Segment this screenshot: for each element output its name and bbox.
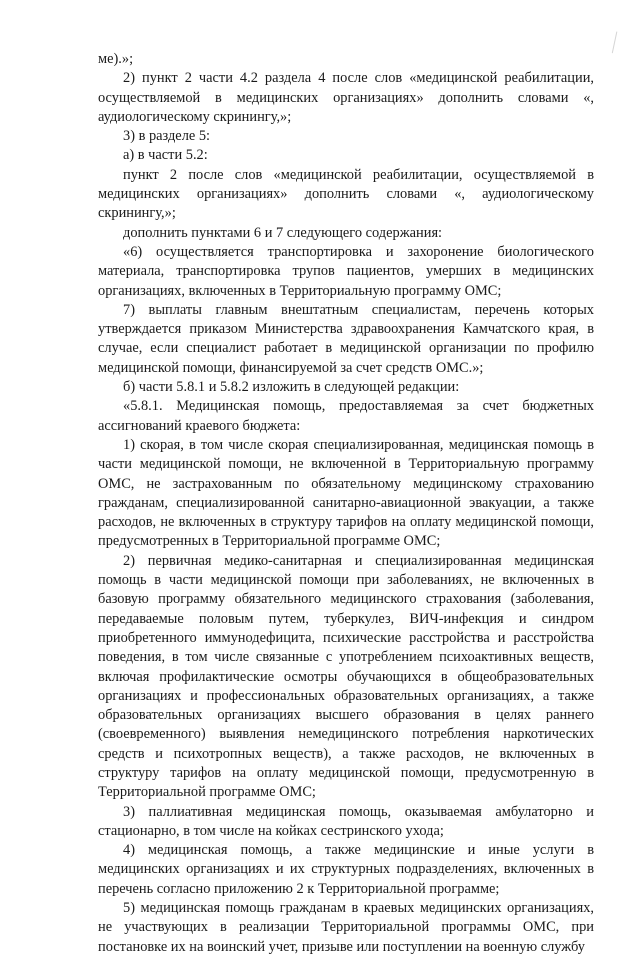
paragraph-subitem-b: б) части 5.8.1 и 5.8.2 изложить в следующей редакции: — [123, 379, 460, 396]
document-body — [98, 50, 594, 957]
paragraph-add-points: дополнить пунктами 6 и 7 следующего содержания: — [123, 224, 443, 241]
paragraph-list-item-3: 3) паллиативная медицинская помощь, оказываемая амбулаторно и стационарно, в том числе на койках сестринского ухода; — [98, 803, 594, 839]
paragraph-list-item-4: 4) медицинская помощь, а также медицинские и иные услуги в медицинских организациях и их структурных подразделениях, включенных в перечень согласно приложению 2 к Территориальной программе; — [98, 842, 594, 897]
paragraph-subitem-a: а) в части 5.2: — [123, 147, 208, 164]
paragraph-point-7: 7) выплаты главным внештатным специалистам, перечень которых утверждается приказом Министерства здравоохранения Камчатского края, в случае, если специалист работает в медицинской организации по профилю медицинской помощи, финансируемой за счет средств ОМС.»; — [98, 301, 594, 376]
paragraph-continuation: ме).»; — [98, 51, 134, 67]
paragraph-point-6: «6) осуществляется транспортировка и захоронение биологического материала, транспортировка трупов пациентов, умерших в медицинских организациях, включенных в Территориальную программу ОМС; — [98, 243, 594, 299]
margin-mark — [612, 32, 623, 55]
paragraph-list-item-5: 5) медицинская помощь гражданам в краевых медицинских организациях, не участвующих в реализации Территориальной программы ОМС, при постановке их на воинский учет, призыве или поступлении на военную службу — [98, 900, 594, 955]
paragraph-list-item-2: 2) первичная медико-санитарная и специализированная медицинская помощь в части медицинской помощи при заболеваниях, не включенных в базовую программу обязательного медицинского страхования (заболевания, передаваемые половым путем, туберкулез, ВИЧ-инфекция и синдром приобретенного иммунодефицита, психические расстройства и расстройства поведения, в том числе связанные с употреблением психоактивных веществ, включая профилактические осмотры обучающихся в общеобразовательных организациях и профессиональных образовательных организациях, а также образовательных организациях высшего образования в целях раннего (своевременного) выявления немедицинского потребления наркотических средств и психотропных веществ), а также расходов, не включенных в структуру тарифов на оплату медицинской помощи, предусмотренную в Территориальной программе ОМС; — [98, 552, 594, 801]
paragraph-list-item-1: 1) скорая, в том числе скорая специализированная, медицинская помощь в части медицинской помощи, не включенной в Территориальную программу ОМС, не застрахованным по обязательному медицинскому страхованию гражданам, специализированной санитарно-авиационной эвакуации, а также расходов, не включенных в структуру тарифов на оплату медицинской помощи, предусмотренных в Территориальной программе ОМС; — [98, 436, 594, 550]
paragraph-section-5-8-1: «5.8.1. Медицинская помощь, предоставляемая за счет бюджетных ассигнований краевого бюджета: — [98, 398, 594, 434]
paragraph-item-2: 2) пункт 2 части 4.2 раздела 4 после слов «медицинской реабилитации, осуществляемой в медицинских организациях» дополнить словами «, аудиологическому скринингу,»; — [98, 70, 594, 125]
paragraph-item-3: 3) в разделе 5: — [123, 128, 211, 145]
paragraph-point-2: пункт 2 после слов «медицинской реабилитации, осуществляемой в медицинских организациях» дополнить словами «, аудиологическому скринингу,»; — [98, 166, 594, 222]
